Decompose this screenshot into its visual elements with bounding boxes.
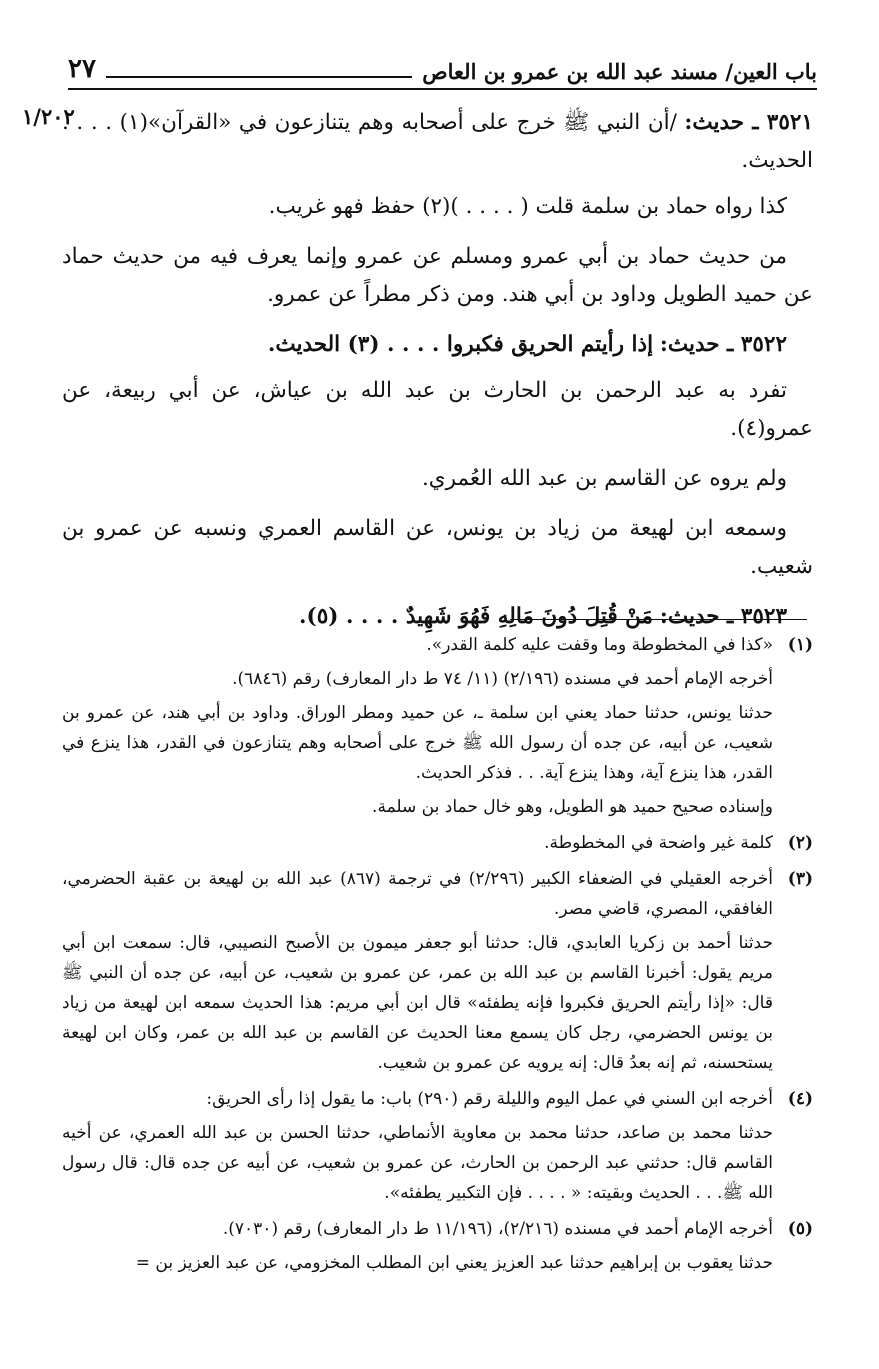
- main-text: [22, 104, 813, 648]
- footnotes: [62, 630, 813, 1284]
- footnote-2: (٢) كلمة غير واضحة في المخطوطة.: [544, 833, 813, 853]
- footnote-5: (٥) أخرجه الإمام أحمد في مسنده (٢/٢١٦)، (١١/١٩٦ ط دار المعارف) رقم (٧٠٣٠). حدثنا يعقوب بن إبراهيم حدثنا عبد العزيز يعني ابن المطلب المخزومي، عن عبد العزيز بن =: [135, 1219, 813, 1273]
- paragraph-5: تفرد به عبد الرحمن بن الحارث بن عبد الله بن عياش، عن أبي ربيعة، عن عمرو(٤).: [62, 378, 813, 441]
- hadith-3521: ٣٥٢١ ـ حديث: /أن النبي ﷺ خرج على أصحابه وهم يتنازعون في «القرآن»(١) . . . . الحديث.: [62, 110, 813, 173]
- header-leader-line: [106, 76, 412, 78]
- paragraph-2: كذا رواه حماد بن سلمة قلت ( . . . . )(٢) حفظ فهو غريب.: [268, 194, 787, 219]
- header-rule: [68, 88, 817, 90]
- margin-reference: ١/٢٠٢: [22, 104, 75, 129]
- hadith-3522: ٣٥٢٢ ـ حديث: إذا رأيتم الحريق فكبروا . . . . (٣) الحديث.: [267, 332, 787, 357]
- footnote-1: (١) «كذا في المخطوطة وما وقفت عليه كلمة القدر». أخرجه الإمام أحمد في مسنده (٢/١٩٦) (١١/ ٧٤ ط دار المعارف) رقم (٦٨٤٦). حدثنا يونس، حدثنا حماد يعني ابن سلمة ـ، عن حميد ومطر الوراق. وداود بن أبي هند، عن عمرو بن شعيب، عن أبيه، عن جده أن رسول الله ﷺ خرج على أصحابه وهم يتنازعون في القدر، هذا ينزع في القدر، هذا ينزع آية، وهذا ينزع آية. . . فذكر الحديث. وإسناده صحيح حميد هو الطويل، وهو خال حماد بن سلمة.: [62, 635, 813, 817]
- running-header: [68, 38, 817, 82]
- header-title: باب العين/ مسند عبد الله بن عمرو بن العاص: [422, 59, 817, 84]
- footnote-separator: [510, 619, 807, 620]
- footnote-4: (٤) أخرجه ابن السني في عمل اليوم والليلة رقم (٢٩٠) باب: ما يقول إذا رأى الحريق: حدثنا محمد بن صاعد، حدثنا محمد بن معاوية الأنماطي، حدثنا الحسن بن عبد الله العمري، عن أخيه القاسم قال: حدثني عبد الرحمن بن الحارث، عن عمرو بن شعيب، عن أبيه عن جده قال: قال رسول الله ﷺ. . . الحديث وبقيته: « . . . . فإن التكبير يطفئه».: [62, 1089, 813, 1203]
- page-number: ٢٧: [68, 54, 96, 84]
- paragraph-6: ولم يروه عن القاسم بن عبد الله العُمري.: [421, 466, 787, 491]
- footnote-3: (٣) أخرجه العقيلي في الضعفاء الكبير (٢/٢٩٦) في ترجمة (٨٦٧) عبد الله بن لهيعة بن عقبة الحضرمي، الغافقي، المصري، قاضي مصر. حدثنا أحمد بن زكريا العابدي، قال: حدثنا أبو جعفر ميمون بن الأصبح النصيبي، قال: سمعت ابن أبي مريم يقول: أخبرنا القاسم بن عبد الله بن عمر، عن عمرو بن شعيب، عن أبيه، عن جده أن النبي ﷺ قال: «إذا رأيتم الحريق فكبروا فإنه يطفئه» قال ابن أبي مريم: هذا الحديث سمعه ابن لهيعة من زياد بن يونس الحضرمي، رجل كان يسمع معنا الحديث عن القاسم بن عبد الله بن عمر، وكان ابن لهيعة يستحسنه، ثم إنه بعدُ قال: إنه يرويه عن عمرو بن شعيب.: [62, 869, 813, 1073]
- paragraph-7: وسمعه ابن لهيعة من زياد بن يونس، عن القاسم العمري ونسبه عن عمرو بن شعيب.: [62, 516, 813, 579]
- hadith-3523: ٣٥٢٣ ـ حديث: مَنْ قُتِلَ دُونَ مَالِهِ فَهُوَ شَهِيدٌ . . . . (٥).: [299, 604, 787, 629]
- paragraph-3: من حديث حماد بن أبي عمرو ومسلم عن عمرو وإنما يعرف فيه من حديث حماد عن حميد الطويل وداود بن أبي هند. ومن ذكر مطراً عن عمرو.: [62, 244, 813, 307]
